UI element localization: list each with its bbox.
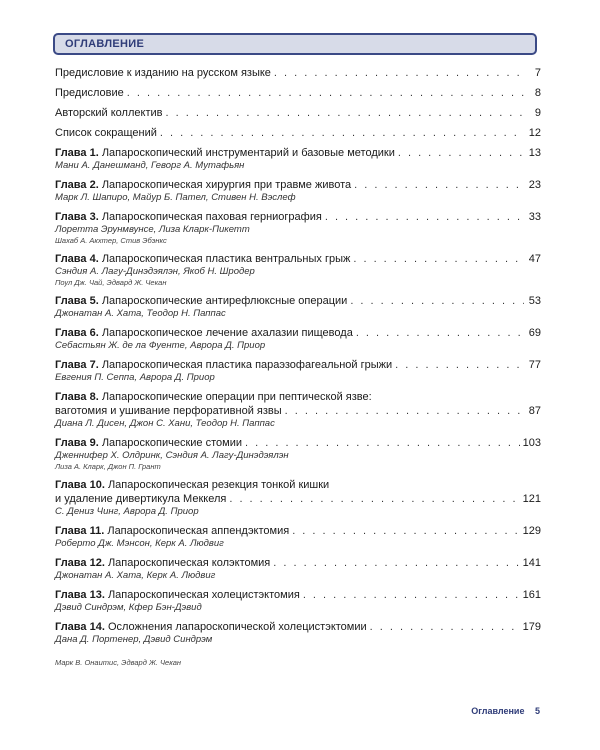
chapter-page: 121	[522, 493, 541, 505]
chapter-authors: Мани А. Данешманд, Геворг А. Мутафьян	[55, 160, 245, 171]
toc-chapter-entry[interactable]	[55, 390, 541, 430]
chapter-heading	[55, 620, 367, 634]
toc-line	[55, 294, 541, 308]
chapter-label: Глава 12.	[55, 557, 105, 569]
toc-line	[55, 524, 541, 538]
toc-line	[55, 126, 541, 140]
toc-line	[55, 556, 541, 570]
chapter-label: Глава 6.	[55, 327, 99, 339]
chapter-label: Глава 4.	[55, 253, 99, 265]
leader-dots	[292, 524, 519, 538]
entry-page: 8	[534, 87, 541, 99]
chapter-title: Лапароскопическая колэктомия	[107, 557, 271, 569]
toc-line	[55, 588, 541, 602]
table-of-contents	[55, 66, 541, 652]
chapter-title-line1: Лапароскопическая резекция тонкой кишки	[107, 479, 330, 491]
chapter-label: Глава 10.	[55, 479, 105, 491]
chapter-authors: С. Дениз Чинг, Аврора Д. Приор	[55, 506, 199, 517]
toc-chapter-entry[interactable]	[55, 178, 541, 204]
leader-dots	[350, 294, 524, 308]
toc-chapter-entry[interactable]	[55, 210, 541, 246]
chapter-label: Глава 7.	[55, 359, 99, 371]
chapter-authors-extra: Поул Дж. Чай, Эдвард Ж. Чекан	[55, 278, 167, 287]
toc-line	[55, 478, 541, 492]
chapter-page: 87	[528, 405, 541, 417]
chapter-authors-extra: Лиза А. Кларк, Джон П. Грант	[55, 462, 161, 471]
toc-chapter-entry[interactable]	[55, 146, 541, 172]
chapter-authors: Диана Л. Дисен, Джон С. Хани, Теодор Н. Паппас	[55, 418, 275, 429]
leader-dots	[356, 326, 524, 340]
entry-page: 9	[534, 107, 541, 119]
toc-chapter-entry[interactable]	[55, 588, 541, 614]
chapter-authors: Дана Д. Портенер, Дэвид Синдрэм	[55, 634, 213, 645]
chapter-page: 129	[522, 525, 541, 537]
toc-chapter-entry[interactable]	[55, 478, 541, 518]
chapter-title: ваготомия и ушивание перфоративной язвы	[55, 405, 282, 417]
leader-dots	[353, 252, 524, 266]
chapter-label: Глава 13.	[55, 589, 105, 601]
entry-title: Авторский коллектив	[55, 107, 163, 119]
chapter-page: 161	[522, 589, 541, 601]
chapter-page: 47	[528, 253, 541, 265]
leader-dots	[398, 146, 524, 160]
toc-chapter-entry[interactable]	[55, 556, 541, 582]
leader-dots	[303, 588, 520, 602]
toc-line	[55, 404, 541, 418]
toc-header-title: ОГЛАВЛЕНИЕ	[65, 38, 145, 50]
chapter-heading	[55, 524, 289, 538]
leader-dots	[274, 66, 524, 80]
chapter-authors: Сэндия А. Лагу-Динэдэялэн, Якоб Н. Шродер	[55, 266, 255, 277]
chapter-label: Глава 14.	[55, 621, 105, 633]
toc-chapter-entry[interactable]	[55, 294, 541, 320]
page-footer	[471, 706, 540, 716]
chapter-label: Глава 3.	[55, 211, 99, 223]
toc-line	[55, 66, 541, 80]
toc-entry[interactable]	[55, 86, 541, 100]
chapter-page: 103	[522, 437, 541, 449]
chapter-page: 33	[528, 211, 541, 223]
chapter-title: Лапароскопическая хирургия при травме живота	[101, 179, 352, 191]
chapter-heading	[55, 294, 347, 308]
chapter-heading	[55, 252, 350, 266]
leader-dots	[370, 620, 520, 634]
chapter-label: Глава 9.	[55, 437, 99, 449]
toc-line	[55, 106, 541, 120]
extra-authors: Марк В. Онаитис, Эдвард Ж. Чекан	[55, 658, 182, 667]
chapter-title: Осложнения лапароскопической холецистэктомии	[107, 621, 367, 633]
chapter-title: Лапароскопическое лечение ахалазии пищевода	[101, 327, 353, 339]
toc-line	[55, 146, 541, 160]
toc-line	[55, 210, 541, 224]
leader-dots	[273, 556, 519, 570]
leader-dots	[245, 436, 520, 450]
toc-line	[55, 86, 541, 100]
chapter-label: Глава 1.	[55, 147, 99, 159]
chapter-heading	[55, 210, 322, 224]
chapter-page: 53	[528, 295, 541, 307]
chapter-heading	[55, 588, 300, 602]
entry-title: Предисловие	[55, 87, 124, 99]
toc-header-bar	[53, 33, 537, 55]
chapter-heading	[55, 436, 242, 450]
toc-line	[55, 358, 541, 372]
toc-entry[interactable]	[55, 126, 541, 140]
chapter-title: Лапароскопическая пластика параэзофагеальной грыжи	[101, 359, 393, 371]
chapter-page: 23	[528, 179, 541, 191]
entry-page: 7	[534, 67, 541, 79]
chapter-heading	[55, 146, 395, 160]
chapter-title: Лапароскопическая холецистэктомия	[107, 589, 300, 601]
toc-entry[interactable]	[55, 106, 541, 120]
chapter-authors: Марк Л. Шапиро, Майур Б. Пател, Стивен Н. Вэслеф	[55, 192, 296, 203]
chapter-label: Глава 5.	[55, 295, 99, 307]
toc-line	[55, 326, 541, 340]
leader-dots	[127, 86, 524, 100]
toc-chapter-entry[interactable]	[55, 358, 541, 384]
leader-dots	[229, 492, 519, 506]
chapter-authors: Роберто Дж. Мэнсон, Керк А. Людвиг	[55, 538, 224, 549]
chapter-label: Глава 11.	[55, 525, 105, 537]
chapter-title: Лапароскопический инструментарий и базовые методики	[101, 147, 395, 159]
chapter-authors: Джонатан А. Хата, Керк А. Людвиг	[55, 570, 216, 581]
chapter-title: Лапароскопическая пластика вентральных грыж	[101, 253, 351, 265]
entry-title: Список сокращений	[55, 127, 157, 139]
entry-title: Предисловие к изданию на русском языке	[55, 67, 271, 79]
chapter-title: Лапароскопическая аппендэктомия	[107, 525, 290, 537]
chapter-heading	[55, 178, 351, 192]
chapter-heading	[55, 556, 270, 570]
chapter-title: Лапароскопическая паховая герниография	[101, 211, 322, 223]
toc-line	[55, 178, 541, 192]
chapter-authors-extra: Шахаб А. Акхтер, Стив Эбэнкс	[55, 236, 167, 245]
chapter-authors: Лоретта Эрунмвунсе, Лиза Кларк-Пикетт	[55, 224, 250, 235]
toc-chapter-entry[interactable]	[55, 252, 541, 288]
chapter-title: и удаление дивертикула Меккеля	[55, 493, 227, 505]
chapter-authors: Евгения П. Сеппа, Аврора Д. Приор	[55, 372, 215, 383]
toc-chapter-entry[interactable]	[55, 620, 541, 646]
chapter-title: Лапароскопические антирефлюксные операции	[101, 295, 348, 307]
footer-label: Оглавление	[471, 706, 525, 716]
chapter-page: 13	[528, 147, 541, 159]
entry-page: 12	[528, 127, 541, 139]
leader-dots	[325, 210, 524, 224]
toc-line	[55, 252, 541, 266]
chapter-authors: Дэвид Синдрэм, Кфер Бэн-Дэвид	[55, 602, 202, 613]
chapter-authors: Джонатан А. Хата, Теодор Н. Паппас	[55, 308, 226, 319]
chapter-page: 179	[522, 621, 541, 633]
toc-line	[55, 390, 541, 404]
toc-chapter-entry[interactable]	[55, 326, 541, 352]
chapter-label: Глава 2.	[55, 179, 99, 191]
leader-dots	[160, 126, 524, 140]
leader-dots	[285, 404, 524, 418]
footer-page-number: 5	[534, 706, 540, 716]
toc-chapter-entry[interactable]	[55, 524, 541, 550]
chapter-label: Глава 8.	[55, 391, 99, 403]
toc-chapter-entry[interactable]	[55, 436, 541, 472]
chapter-heading	[55, 326, 353, 340]
chapter-title-line1: Лапароскопические операции при пептической язве:	[101, 391, 372, 403]
chapter-page: 141	[522, 557, 541, 569]
chapter-authors: Дженнифер Х. Олдринк, Сэндия А. Лагу-Динэдэялэн	[55, 450, 289, 461]
toc-line	[55, 436, 541, 450]
chapter-page: 69	[528, 327, 541, 339]
chapter-page: 77	[528, 359, 541, 371]
chapter-title: Лапароскопические стомии	[101, 437, 242, 449]
leader-dots	[354, 178, 524, 192]
leader-dots	[395, 358, 524, 372]
chapter-authors: Себастьян Ж. де ла Фуенте, Аврора Д. Приор	[55, 340, 266, 351]
chapter-heading	[55, 358, 392, 372]
leader-dots	[165, 106, 524, 120]
toc-entry[interactable]	[55, 66, 541, 80]
toc-line	[55, 492, 541, 506]
toc-line	[55, 620, 541, 634]
